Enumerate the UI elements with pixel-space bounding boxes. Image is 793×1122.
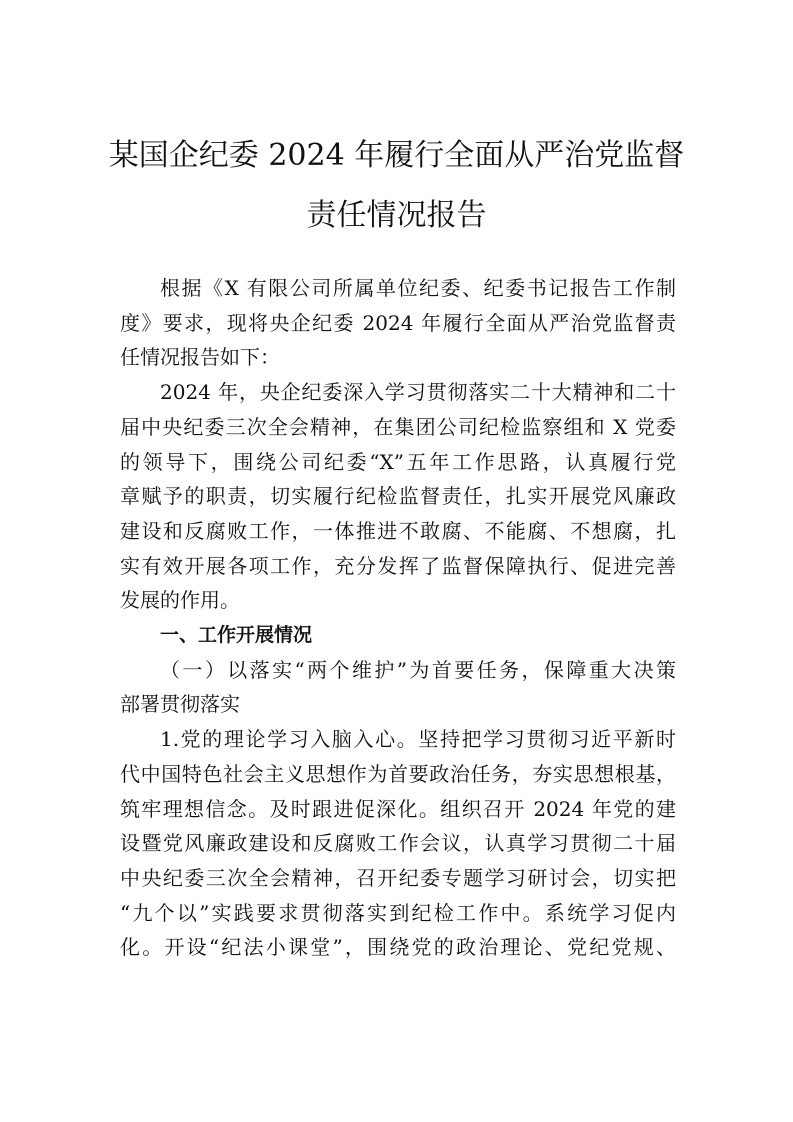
text-line: 化。开设“纪法小课堂”，围绕党的政治理论、党纪党规、 [120,935,676,960]
text-line: 中央纪委三次全会精神，召开纪委专题学习研讨会，切实把 [120,865,676,890]
section-heading: 一、工作开展情况 [160,624,313,647]
text-line: 部署贯彻落实 [120,692,240,717]
paragraph-theory-study [120,722,676,965]
text-line: 实有效开展各项工作，充分发挥了监督保障执行、促进完善 [120,553,676,578]
text-line: 建设和反腐败工作，一体推进不敢腐、不能腐、不想腐，扎 [120,518,676,543]
text-line: 届中央纪委三次全会精神，在集团公司纪检监察组和 X 党委 [120,414,676,439]
text-line: “九个以”实践要求贯彻落实到纪检工作中。系统学习促内 [120,900,676,925]
paragraph-overview [120,375,676,618]
subsection-heading [120,653,676,722]
document-title [100,126,693,246]
text-line: 度》要求，现将央企纪委 2024 年履行全面从严治党监督责 [120,310,676,335]
title-line-1: 某国企纪委 2024 年履行全面从严治党监督 [108,138,685,173]
text-line: 发展的作用。 [120,588,240,613]
text-line: 筑牢理想信念。及时跟进促深化。组织召开 2024 年党的建 [120,796,676,821]
text-line: 2024 年，央企纪委深入学习贯彻落实二十大精神和二十 [160,380,676,405]
text-line: 章赋予的职责，切实履行纪检监督责任，扎实开展党风廉政 [120,484,676,509]
text-line: 代中国特色社会主义思想作为首要政治任务，夯实思想根基， [120,761,676,786]
text-line: 的领导下，围绕公司纪委“X”五年工作思路，认真履行党 [120,449,676,474]
intro-paragraph [120,271,676,375]
text-line: 设暨党风廉政建设和反腐败工作会议，认真学习贯彻二十届 [120,831,676,856]
text-line: 任情况报告如下： [120,345,280,370]
text-line: 1.党的理论学习入脑入心。坚持把学习贯彻习近平新时 [160,727,676,752]
text-line: （一）以落实“两个维护”为首要任务，保障重大决策 [160,657,676,682]
text-line: 根据《X 有限公司所属单位纪委、纪委书记报告工作制 [160,276,676,300]
document-body [120,271,676,965]
title-line-2: 责任情况报告 [306,198,487,233]
